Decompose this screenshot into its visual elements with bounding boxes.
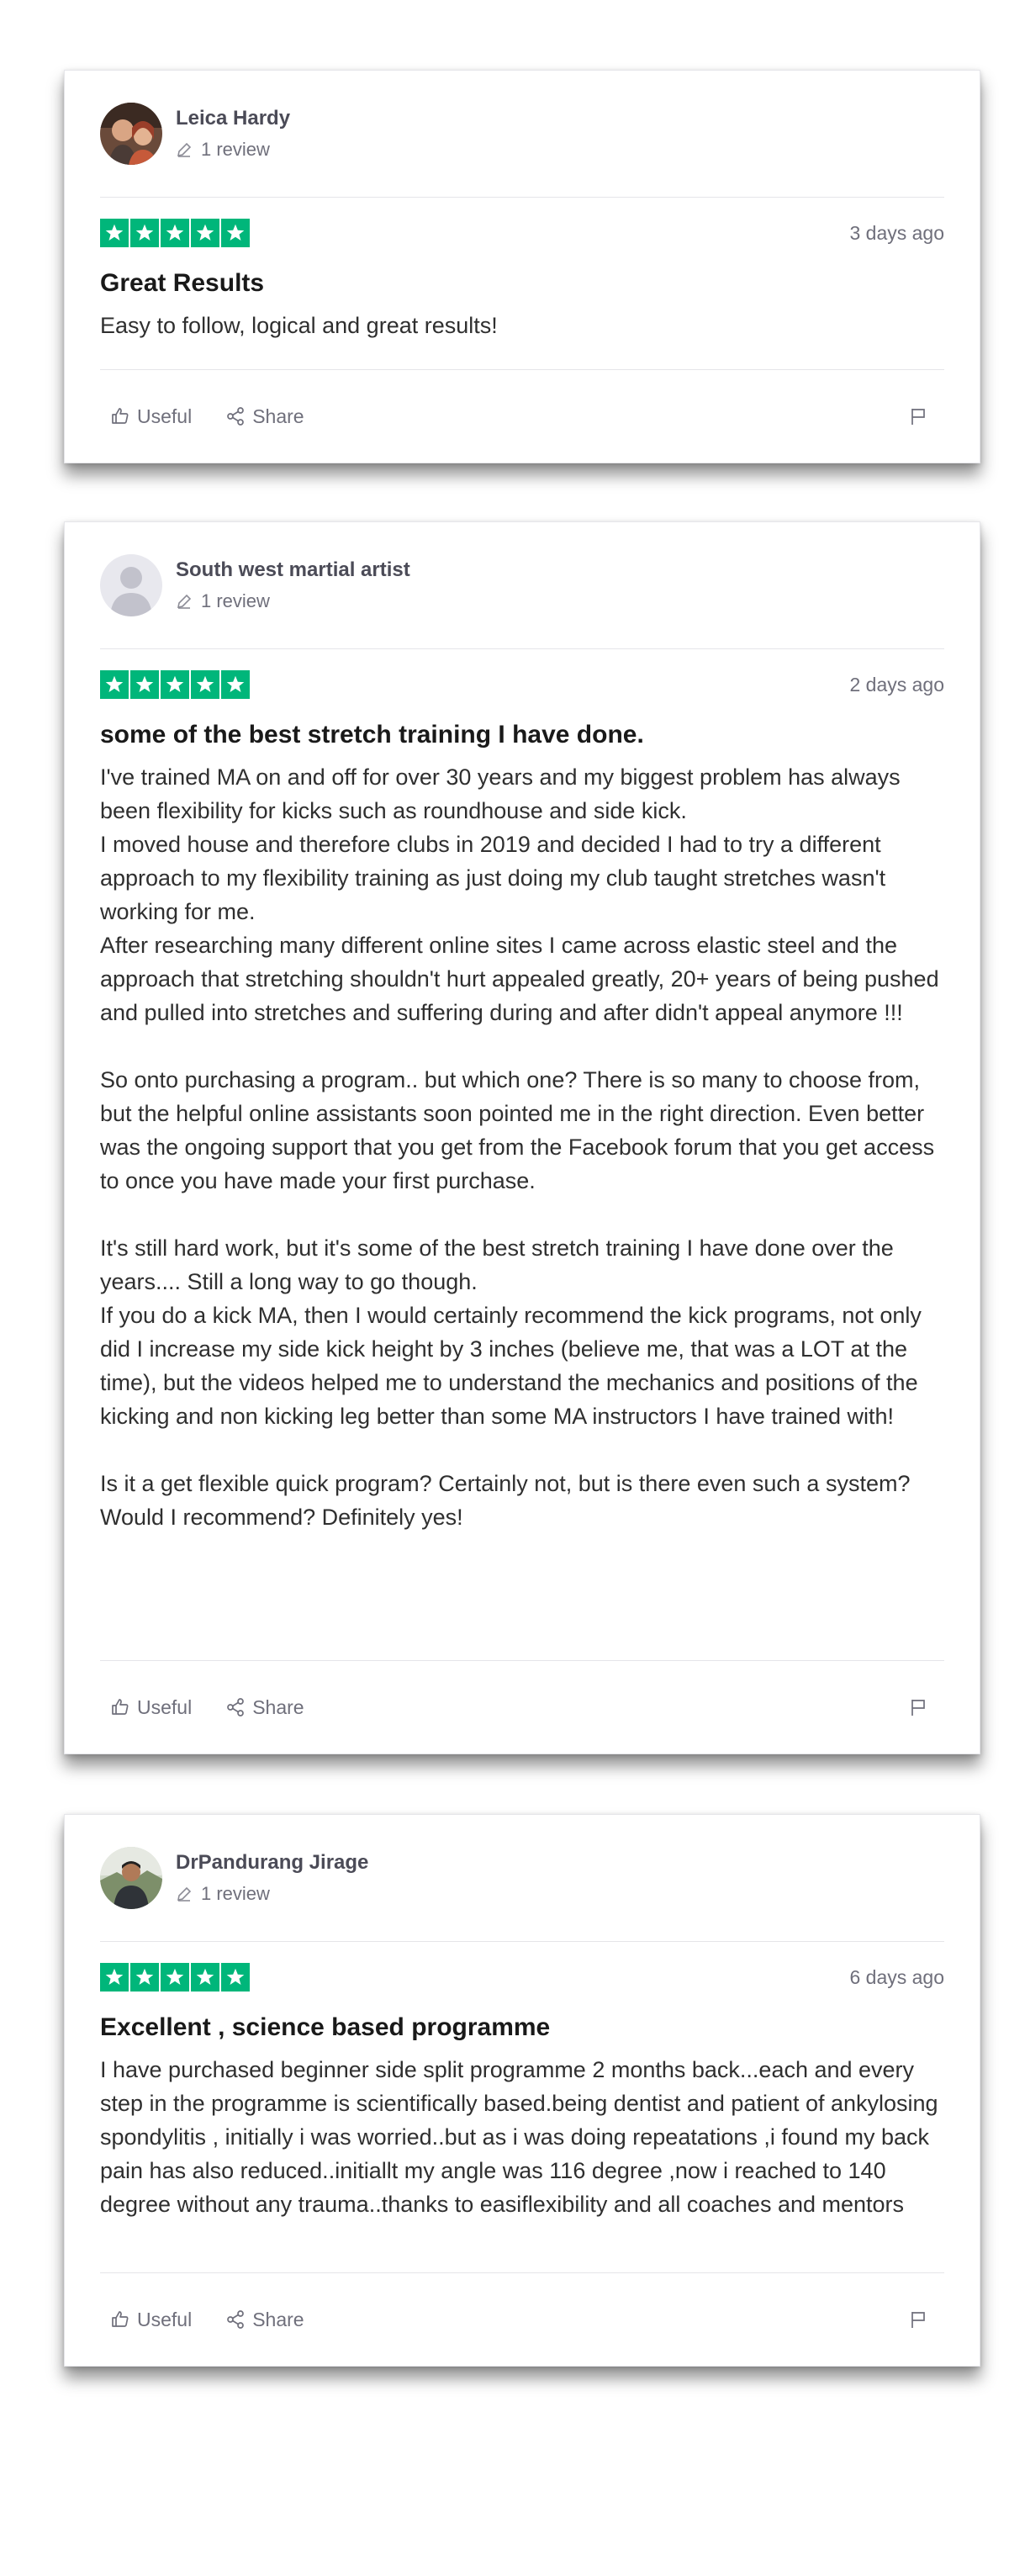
useful-button[interactable] — [110, 405, 192, 428]
review-actions — [100, 1660, 944, 1753]
useful-label: Useful — [137, 405, 193, 427]
star-icon — [161, 670, 189, 699]
reviewer-name[interactable]: Leica Hardy — [176, 107, 291, 130]
review-date: 6 days ago — [849, 1965, 944, 1988]
review-date: 2 days ago — [849, 673, 944, 696]
report-flag-button[interactable] — [909, 1697, 927, 1717]
flag-icon — [909, 406, 927, 426]
rating-row — [100, 669, 944, 700]
useful-button[interactable] — [110, 1696, 192, 1719]
star-icon — [221, 1963, 250, 1992]
report-flag-button[interactable] — [909, 406, 927, 426]
thumbs-up-icon — [110, 406, 130, 426]
star-icon — [191, 1963, 219, 1992]
pencil-icon — [176, 141, 193, 158]
star-icon — [191, 219, 219, 247]
star-icon — [100, 1963, 129, 1992]
review-date: 3 days ago — [849, 221, 944, 244]
share-label: Share — [252, 2308, 304, 2330]
star-icon — [130, 670, 159, 699]
avatar[interactable] — [100, 103, 162, 165]
review-count — [176, 139, 290, 161]
review-count — [176, 590, 410, 612]
review-title[interactable]: Excellent , science based programme — [100, 2013, 551, 2041]
review-actions — [100, 369, 944, 463]
review-count-label: 1 review — [201, 1883, 270, 1904]
reviewer-name[interactable]: South west martial artist — [176, 558, 410, 581]
share-icon — [225, 2309, 246, 2330]
review-count-label: 1 review — [201, 139, 270, 160]
share-icon — [225, 406, 246, 426]
star-icon — [161, 1963, 189, 1992]
pencil-icon — [176, 1886, 193, 1902]
reviewer-info — [100, 1815, 944, 1942]
star-icon — [100, 670, 129, 699]
useful-label: Useful — [137, 2308, 193, 2330]
flag-icon — [909, 2309, 927, 2330]
flag-icon — [909, 1697, 927, 1717]
useful-label: Useful — [137, 1695, 193, 1718]
avatar[interactable] — [100, 1847, 162, 1909]
star-rating — [100, 670, 251, 699]
thumbs-up-icon — [110, 2309, 130, 2330]
star-icon — [161, 219, 189, 247]
share-button[interactable] — [225, 1696, 304, 1719]
reviewer-info — [100, 522, 944, 649]
rating-row — [100, 218, 944, 248]
rating-row — [100, 1962, 944, 1992]
share-label: Share — [252, 1695, 304, 1718]
review-card — [64, 1814, 980, 2367]
star-icon — [191, 670, 219, 699]
review-count-label: 1 review — [201, 590, 270, 611]
review-body: Easy to follow, logical and great results! — [100, 313, 498, 338]
review-count — [176, 1883, 368, 1905]
report-flag-button[interactable] — [909, 2309, 927, 2330]
review-card — [64, 70, 980, 463]
star-rating — [100, 1963, 251, 1992]
useful-button[interactable] — [110, 2309, 192, 2331]
star-rating — [100, 219, 251, 247]
review-body: I've trained MA on and off for over 30 years and my biggest problem has always been flexibility for kicks such as roundhouse and side kick. I moved house and therefore clubs in 2019 and decided I had to try a different approach to my flexibility training as just doing my club taught stretches wasn't working for me. After researching many different online sites I came across elastic steel and the approach that stretching shouldn't hurt appealed greatly, 20+ years of being pushed and pulled into stretches and suffering during and after didn't appeal anymore !!! So onto purchasing a program.. but which one? There is so many to choose from, but the helpful online assistants soon pointed me in the right direction. Even better was the ongoing support that you get from the Facebook forum that you get access to once you have made your first purchase. It's still hard work, but it's some of the best stretch training I have done over the years.... Still a long way to go though. If you do a kick MA, then I would certainly recommend the kick programs, not only did I increase my side kick height by 3 inches (believe me, that was a LOT at the time), but the videos helped me to understand the mechanics and positions of the kicking and non kicking leg better than some MA instructors I have trained with! Is it a get flexible quick program? Certainly not, but is there even such a system? Would I recommend? Definitely yes! — [100, 764, 939, 1530]
review-title[interactable]: Great Results — [100, 269, 265, 297]
share-button[interactable] — [225, 2309, 304, 2331]
review-title[interactable]: some of the best stretch training I have done. — [100, 721, 644, 748]
share-icon — [225, 1697, 246, 1717]
share-label: Share — [252, 405, 304, 427]
star-icon — [221, 219, 250, 247]
thumbs-up-icon — [110, 1697, 130, 1717]
reviewer-name[interactable]: DrPandurang Jirage — [176, 1851, 369, 1874]
star-icon — [130, 219, 159, 247]
review-card — [64, 521, 980, 1754]
pencil-icon — [176, 593, 193, 610]
reviewer-info — [100, 71, 944, 198]
review-actions — [100, 2272, 944, 2366]
star-icon — [100, 219, 129, 247]
review-body: I have purchased beginner side split programme 2 months back...each and every step in the programme is scientifically based.being dentist and patient of ankylosing spondylitis , initially i was worried..but as i was doing repeatations ,i found my back pain has also reduced..initiallt my angle was 116 degree ,now i reached to 140 degree without any trauma..thanks to easiflexibility and all coaches and mentors — [100, 2057, 938, 2217]
avatar[interactable] — [100, 554, 162, 616]
star-icon — [221, 670, 250, 699]
star-icon — [130, 1963, 159, 1992]
share-button[interactable] — [225, 405, 304, 428]
